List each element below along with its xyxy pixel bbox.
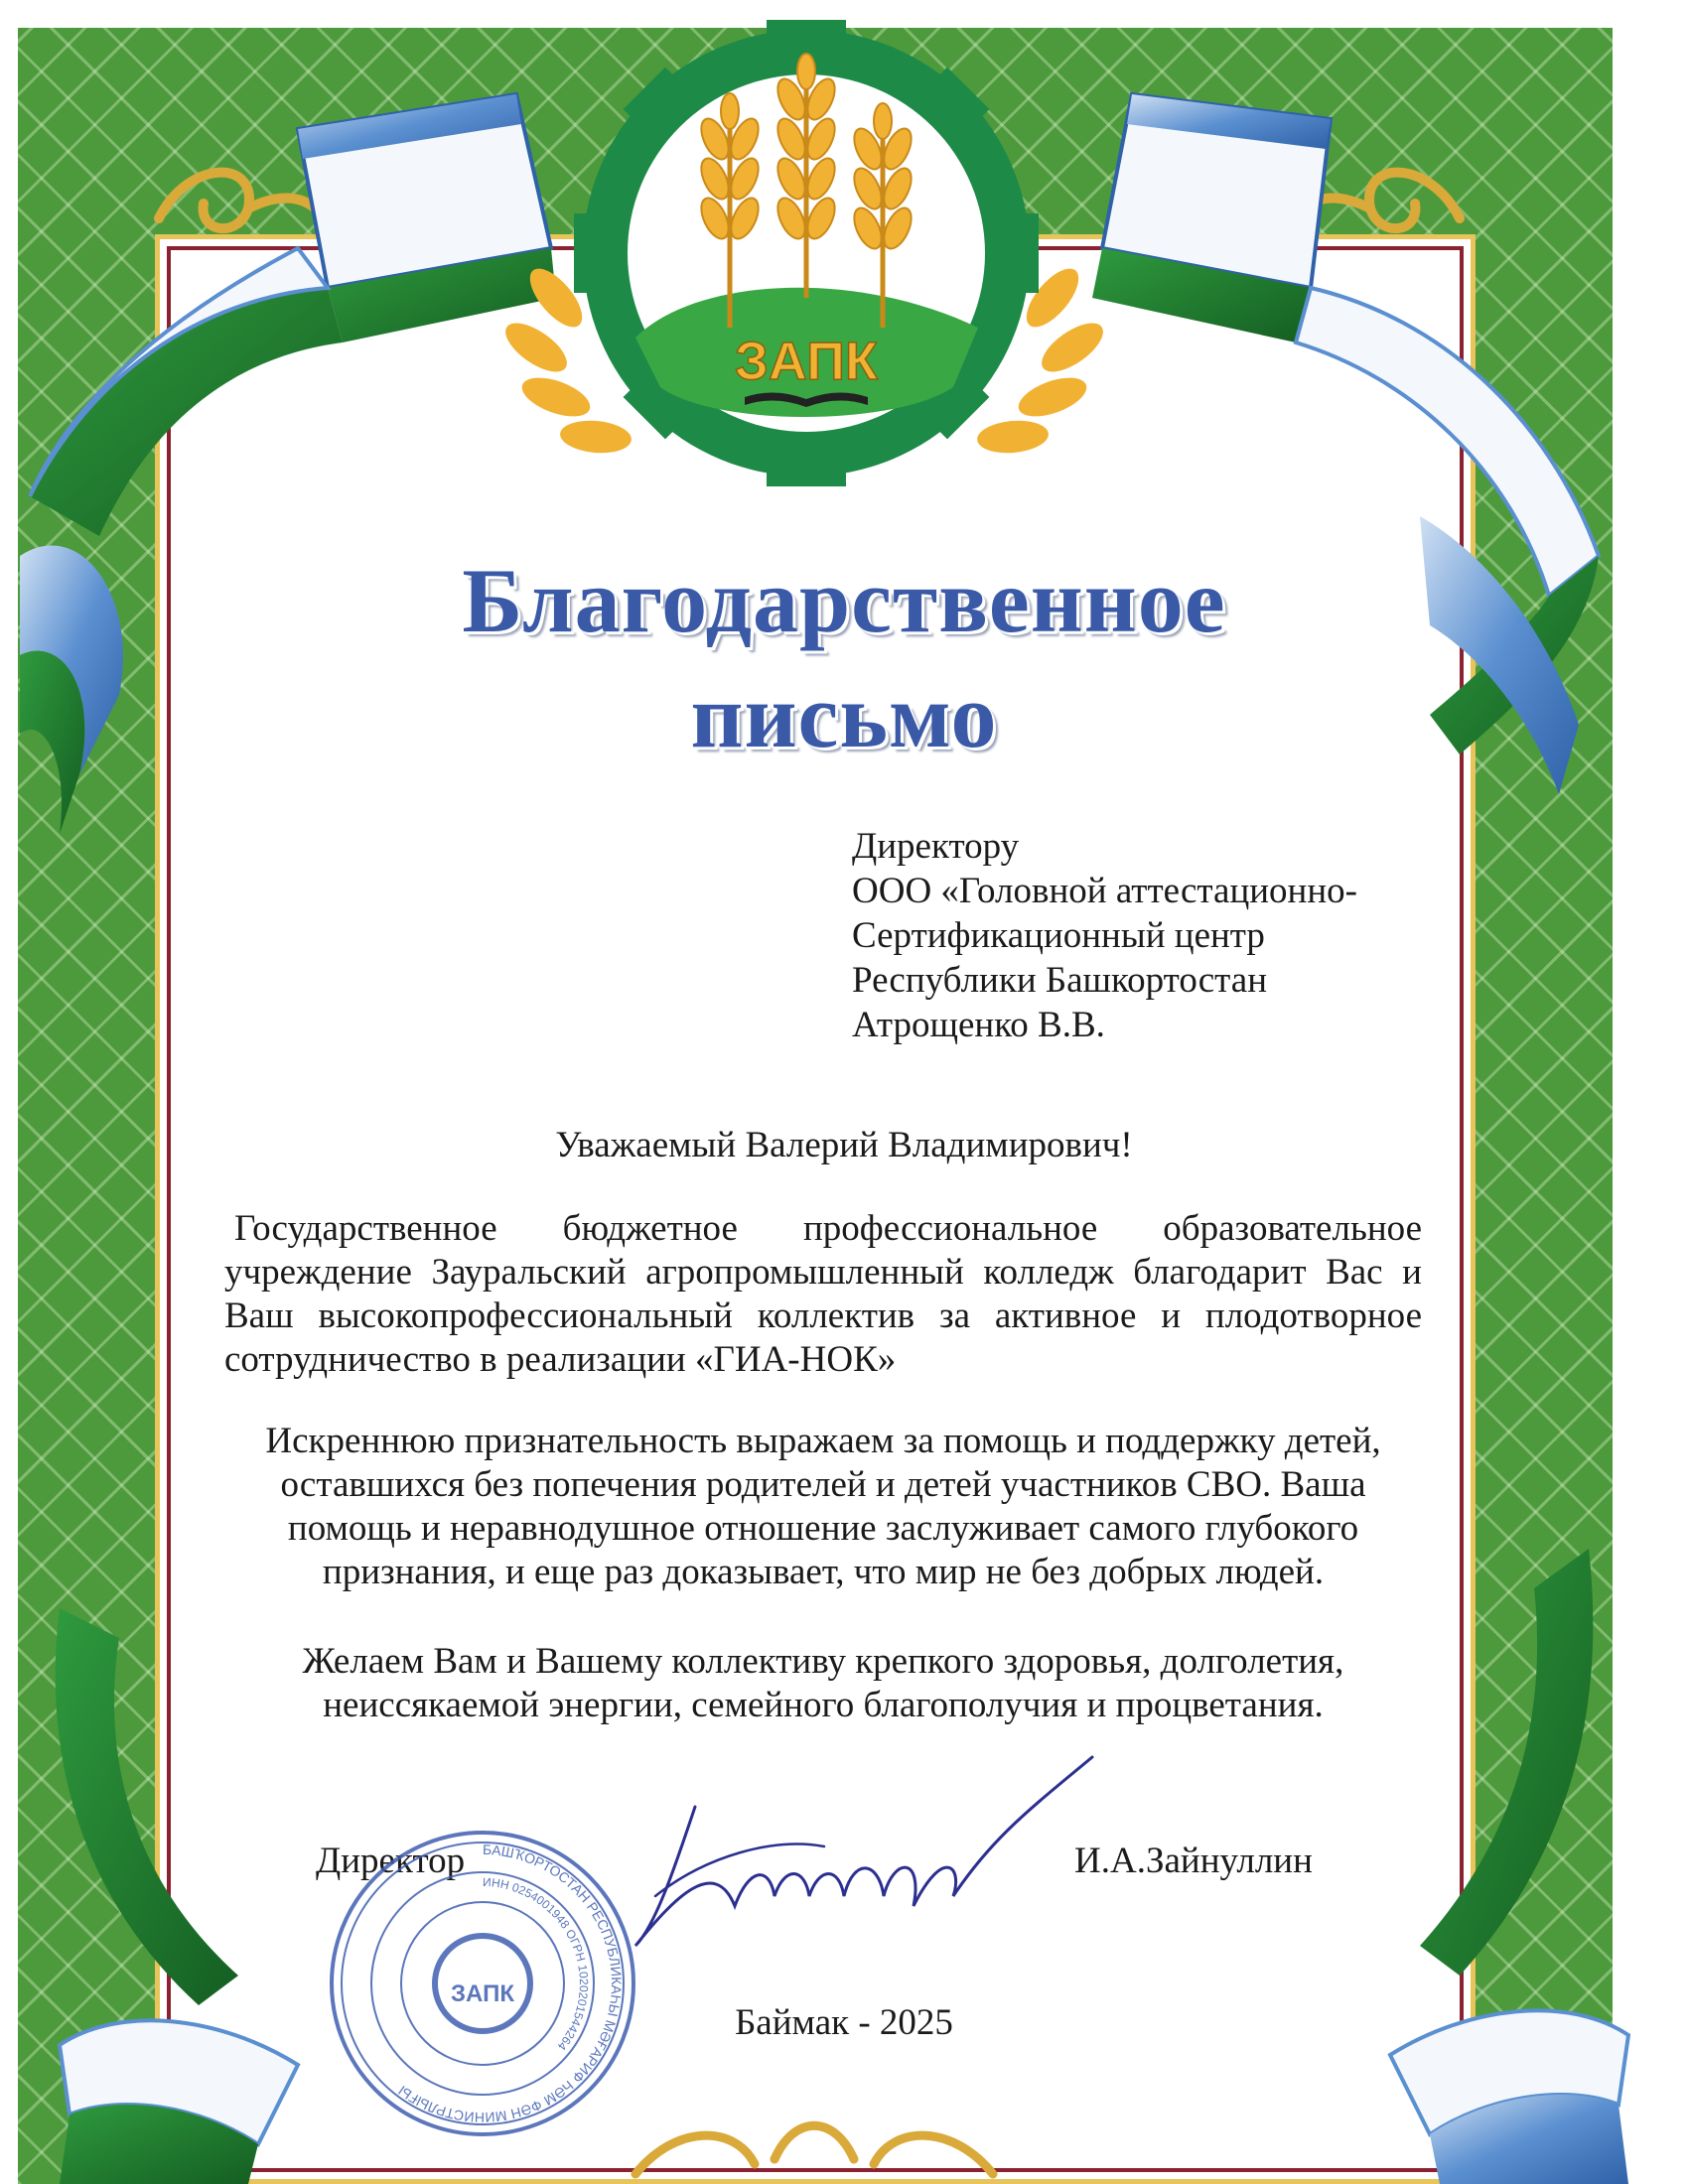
handwritten-signature <box>616 1747 1112 1976</box>
recipient-line: Атрощенко В.В. <box>852 1005 1105 1045</box>
recipient-line: ООО «Головной аттестационно- <box>852 871 1357 911</box>
flag-ribbon-bottom-right <box>1390 1549 1628 2184</box>
stamp-logo-text: ЗАПК <box>451 1980 514 2007</box>
salutation: Уважаемый Валерий Владимирович! <box>555 1125 1133 1165</box>
title-line-1: Благодарственное <box>462 550 1226 651</box>
stamp-outer-text: БАШҠОРТОСТАН РЕСПУБЛИКАҺЫ МӘҒАРИФ ҺӘМ ФӘН МИНИСТРЛЫҒЫ <box>395 1841 626 2126</box>
stamp-middle-text: ИНН 0254001948 ОГРН 1020201544264 <box>482 1874 591 2053</box>
recipient-line: Сертификационный центр <box>852 915 1265 956</box>
paragraph-wishes: Желаем Вам и Вашему коллективу крепкого здоровья, долголетия, неиссякаемой энергии, семейного благополучия и процветания. <box>302 1641 1344 1725</box>
paragraph-appreciation: Искреннюю признательность выражаем за помощь и поддержку детей, оставшихся без попечения родителей и детей участников СВО. Ваша помощь и неравнодушное отношение заслуживает самого глубокого признания, и еще раз доказывает, что мир не без добрых людей. <box>265 1421 1381 1592</box>
place-and-year: Баймак - 2025 <box>735 2002 953 2043</box>
title-line-2: письмо <box>690 665 998 766</box>
emblem-logo-text: ЗАПК <box>735 332 878 391</box>
college-emblem <box>497 20 1110 486</box>
paragraph-gratitude: Государственное бюджетное профессиональное образовательное учреждение Зауральский агропромышленный колледж благодарит Вас и Ваш высокопрофессиональный коллектив за активное и плодотворное сотрудничество в реализации «ГИА-НОК» <box>224 1208 1422 1380</box>
recipient-block <box>852 824 1357 1047</box>
recipient-line: Республики Башкортостан <box>852 960 1268 1001</box>
recipient-line: Директору <box>852 826 1020 867</box>
gold-ornament-left <box>159 173 328 228</box>
signatory-name: И.А.Зайнуллин <box>1074 1841 1313 1881</box>
gold-ornament-bottom <box>635 2125 993 2174</box>
official-stamp <box>324 1825 641 2144</box>
signatory-position: Директор <box>316 1841 466 1881</box>
